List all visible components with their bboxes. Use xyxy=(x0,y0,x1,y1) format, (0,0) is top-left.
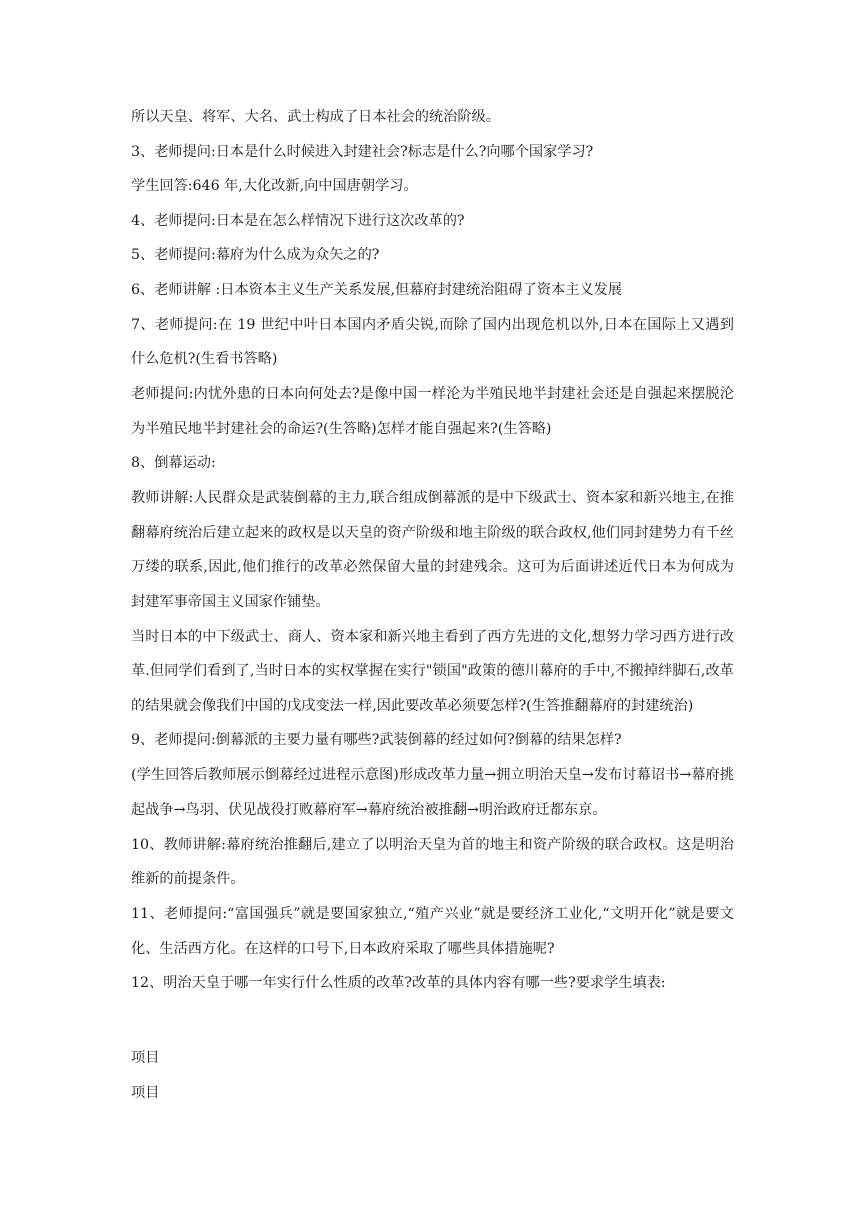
heading-8: 8、倒幕运动: xyxy=(131,455,216,471)
question-5: 5、老师提问:幕府为什么成为众矢之的? xyxy=(131,247,380,263)
text-line: 所以天皇、将军、大名、武士构成了日本社会的统治阶级。 xyxy=(131,109,500,125)
question-12: 12、明治天皇于哪一年实行什么性质的改革?改革的具体内容有哪一些?要求学生填表: xyxy=(131,975,666,991)
question-4: 4、老师提问:日本是在怎么样情况下进行这次改革的? xyxy=(131,212,465,229)
answer-3: 学生回答:646 年,大化改新,向中国唐朝学习。 xyxy=(131,178,418,194)
question-11: 11、老师提问:“富国强兵”就是要国家独立,“殖产兴业”就是要经济工业化,“文明开化”就是要文化、生活西方化。在这样的口号下,日本政府采取了哪些具体措施呢? xyxy=(131,906,734,957)
document-body xyxy=(131,108,734,1119)
table-label: 项目 xyxy=(131,1084,160,1101)
question-9: 9、老师提问:倒幕派的主要力量有哪些?武装倒幕的经过如何?倒幕的结果怎样? xyxy=(131,732,622,748)
question-7: 7、老师提问:在 19 世纪中叶日本国内矛盾尖锐,而除了国内出现危机以外,日本在国际上又遇到什么危机?(生看书答略) xyxy=(131,316,734,367)
explanation-6: 6、老师讲解 :日本资本主义生产关系发展,但幕府封建统治阻碍了资本主义发展 xyxy=(131,281,623,298)
process-9: (学生回答后教师展示倒幕经过进程示意图)形成改革力量→拥立明治天皇→发布讨幕诏书→幕府挑起战争→鸟羽、伏见战役打败幕府军→幕府统治被推翻→明治政府迁都东京。 xyxy=(131,767,734,818)
explanation-8b: 当时日本的中下级武士、商人、资本家和新兴地主看到了西方先进的文化,想努力学习西方进行改革.但同学们看到了,当时日本的实权掌握在实行"锁国"政策的德川幕府的手中,不搬掉绊脚石,改革的结果就会像我们中国的戊戌变法一样,因此要改革必须要怎样?(生答推翻幕府的封建统治) xyxy=(131,628,734,714)
question-3: 3、老师提问:日本是什么时候进入封建社会?标志是什么?向哪个国家学习? xyxy=(131,143,594,160)
explanation-10: 10、教师讲解:幕府统治推翻后,建立了以明治天皇为首的地主和资产阶级的联合政权。这是明治维新的前提条件。 xyxy=(131,836,734,887)
table-label: 项目 xyxy=(131,1049,160,1066)
explanation-8a: 教师讲解:人民群众是武装倒幕的主力,联合组成倒幕派的是中下级武士、资本家和新兴地主,在推翻幕府统治后建立起来的政权是以天皇的资产阶级和地主阶级的联合政权,他们同封建势力有千丝万缕的联系,因此,他们推行的改革必然保留大量的封建残余。这可为后面讲述近代日本为何成为封建军事帝国主义国家作铺垫。 xyxy=(131,490,734,610)
question-7-followup: 老师提问:内忧外患的日本向何处去?是像中国一样沦为半殖民地半封建社会还是自强起来摆脱沦为半殖民地半封建社会的命运?(生答略)怎样才能自强起来?(生答略) xyxy=(131,386,734,437)
